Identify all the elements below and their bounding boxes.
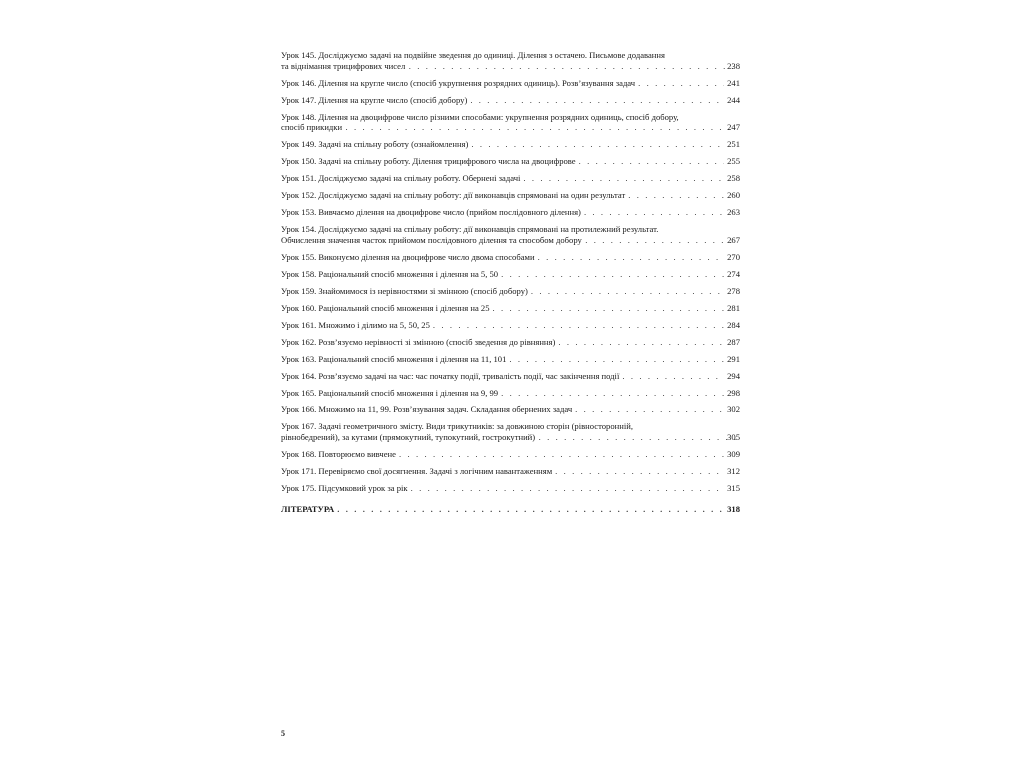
toc-entry[interactable] [281,354,740,365]
dot-leader [531,286,724,297]
toc-entry[interactable] [281,190,740,201]
toc-entry[interactable] [281,269,740,280]
toc-entry-title-line: Урок 145. Досліджуємо задачі на подвійне зведення до одиниці. Ділення з остачею. Письмове додавання [281,50,665,60]
toc-page-number: 251 [727,139,740,150]
toc-page-number: 278 [727,285,740,296]
dot-leader [408,61,737,72]
table-of-contents [281,50,740,521]
toc-entry[interactable] [281,388,740,399]
toc-entry[interactable] [281,371,740,382]
toc-entry[interactable] [281,207,740,218]
dot-leader [501,269,724,280]
toc-entry-title-line: Обчислення значення часток прийомом послідовного ділення та способом добору [281,234,582,245]
toc-page-number: 302 [727,404,740,415]
toc-entry-title-line: Урок 152. Досліджуємо задачі на спільну роботу: дії виконавців спрямовані на один результат [281,190,626,201]
dot-leader [579,156,724,167]
dot-leader [509,354,724,365]
dot-leader [622,371,724,382]
toc-page-number: 274 [727,268,740,279]
toc-page-number: 312 [727,466,740,477]
toc-page-number: 318 [727,503,740,514]
toc-entry-title-line: Урок 153. Вивчаємо ділення на двоцифрове число (прийом послідовного ділення) [281,207,581,218]
dot-leader [538,252,725,263]
toc-entry[interactable] [281,303,740,314]
toc-entry-title-line: Урок 175. Підсумковий урок за рік [281,483,408,494]
dot-leader [337,504,724,515]
toc-entry[interactable] [281,286,740,297]
toc-entry[interactable]: Урок 167. Задачі геометричного змісту. Види трикутників: за довжиною сторін (рівносторонній, рівнобедрений), за кутами (прямокутний, тупокутний, гострокутний) . . . 305 [281,421,740,442]
dot-leader [638,78,724,89]
dot-leader [471,139,724,150]
toc-page-number: 315 [727,483,740,494]
dot-leader [433,320,724,331]
toc-entry-title-line: спосіб прикидки [281,122,343,133]
toc-page-number: 263 [727,207,740,218]
toc-entry[interactable] [281,252,740,263]
toc-entry-literature[interactable] [281,504,740,515]
toc-page-number: 294 [727,370,740,381]
dot-leader [501,388,724,399]
toc-entry-title-line: рівнобедрений), за кутами (прямокутний, тупокутний, гострокутний) [281,432,536,443]
page-number: 5 [281,729,285,738]
dot-leader [470,95,724,106]
toc-entry-title-line: Урок 160. Раціональний спосіб множення і ділення на 25 [281,302,490,313]
toc-entry-title-line: Урок 159. Знайомимося із нерівностями зі змінною (спосіб добору) [281,285,528,296]
dot-leader [585,235,737,246]
toc-entry[interactable] [281,449,740,460]
toc-entry-title-line: Урок 149. Задачі на спільну роботу (ознайомлення) [281,139,469,150]
toc-page-number: 258 [727,173,740,184]
toc-entry[interactable] [281,466,740,477]
toc-entry-title-line: Урок 167. Задачі геометричного змісту. Види трикутників: за довжиною сторін (рівносторонній, [281,421,633,432]
dot-leader [493,303,725,314]
dot-leader [575,404,724,415]
toc-entry[interactable] [281,320,740,331]
toc-entry[interactable] [281,156,740,167]
toc-entry-title-line: Урок 146. Ділення на кругле число (спосіб укрупнення розрядних одиниць). Розв’язування задач [281,77,636,88]
toc-entry-title-line: Урок 161. Множимо і ділимо на 5, 50, 25 [281,319,430,330]
toc-page-number: 241 [727,77,740,88]
toc-page-number: 287 [727,336,740,347]
toc-entry-title-line: Урок 148. Ділення на двоцифрове число різними способами: укрупнення розрядних одиниць, спосіб добору, [281,111,679,122]
literature-label: ЛІТЕРАТУРА [281,503,335,514]
dot-leader [584,207,724,218]
dot-leader [555,466,724,477]
toc-entry[interactable] [281,95,740,106]
toc-page-number: 284 [727,319,740,330]
dot-leader [399,449,724,460]
toc-page-number: 298 [727,387,740,398]
toc-page-number: 244 [727,94,740,105]
toc-entry[interactable] [281,139,740,150]
toc-entry[interactable] [281,337,740,348]
toc-page-number: 281 [727,302,740,313]
toc-entry-title-line: Урок 151. Досліджуємо задачі на спільну роботу. Обернені задачі [281,173,521,184]
toc-entry-title-line: та віднімання трицифрових чисел [281,60,406,71]
dot-leader [558,337,724,348]
toc-entry-title-line: Урок 168. Повторюємо вивчене [281,449,396,460]
toc-entry-title-line: Урок 171. Перевіряємо свої досягнення. Задачі з логічним навантаженням [281,466,553,477]
toc-entry-title-line: Урок 154. Досліджуємо задачі на спільну роботу: дії виконавців спрямовані на протилежний результат. [281,224,659,235]
dot-leader [411,483,725,494]
toc-entry[interactable] [281,404,740,415]
toc-entry[interactable]: Урок 145. Досліджуємо задачі на подвійне зведення до одиниці. Ділення з остачею. Письмове додавання та віднімання трицифрових чисел . . . 238 [281,50,740,71]
dot-leader [523,173,724,184]
toc-entry-title-line: Урок 147. Ділення на кругле число (спосіб добору) [281,94,468,105]
toc-entry-title-line: Урок 164. Розв’язуємо задачі на час: час початку події, тривалість події, час закінчення події [281,370,620,381]
dot-leader [538,432,737,443]
toc-entry-title-line: Урок 155. Виконуємо ділення на двоцифрове число двома способами [281,251,535,262]
dot-leader [345,122,737,133]
toc-page-number: 270 [727,251,740,262]
toc-entry[interactable] [281,173,740,184]
toc-page-number: 260 [727,190,740,201]
dot-leader [628,190,724,201]
toc-page-number: 255 [727,156,740,167]
toc-entry-title-line: Урок 162. Розв’язуємо нерівності зі змінною (спосіб зведення до рівняння) [281,336,556,347]
toc-entry[interactable]: Урок 154. Досліджуємо задачі на спільну роботу: дії виконавців спрямовані на протилежний результат. Обчислення значення часток прийомом послідовного ділення та способом добору . . . 267 [281,224,740,245]
toc-entry-title-line: Урок 163. Раціональний спосіб множення і ділення на 11, 101 [281,353,507,364]
toc-page-number: 291 [727,353,740,364]
toc-page-number: 309 [727,449,740,460]
toc-entry[interactable] [281,78,740,89]
toc-entry[interactable]: Урок 148. Ділення на двоцифрове число різними способами: укрупнення розрядних одиниць, спосіб добору, спосіб прикидки . . . 247 [281,112,740,133]
toc-entry[interactable] [281,483,740,494]
toc-entry-title-line: Урок 166. Множимо на 11, 99. Розв’язування задач. Складання обернених задач [281,404,573,415]
toc-entry-title-line: Урок 150. Задачі на спільну роботу. Ділення трицифрового числа на двоцифрове [281,156,576,167]
toc-entry-title-line: Урок 165. Раціональний спосіб множення і ділення на 9, 99 [281,387,499,398]
toc-entry-title-line: Урок 158. Раціональний спосіб множення і ділення на 5, 50 [281,268,499,279]
